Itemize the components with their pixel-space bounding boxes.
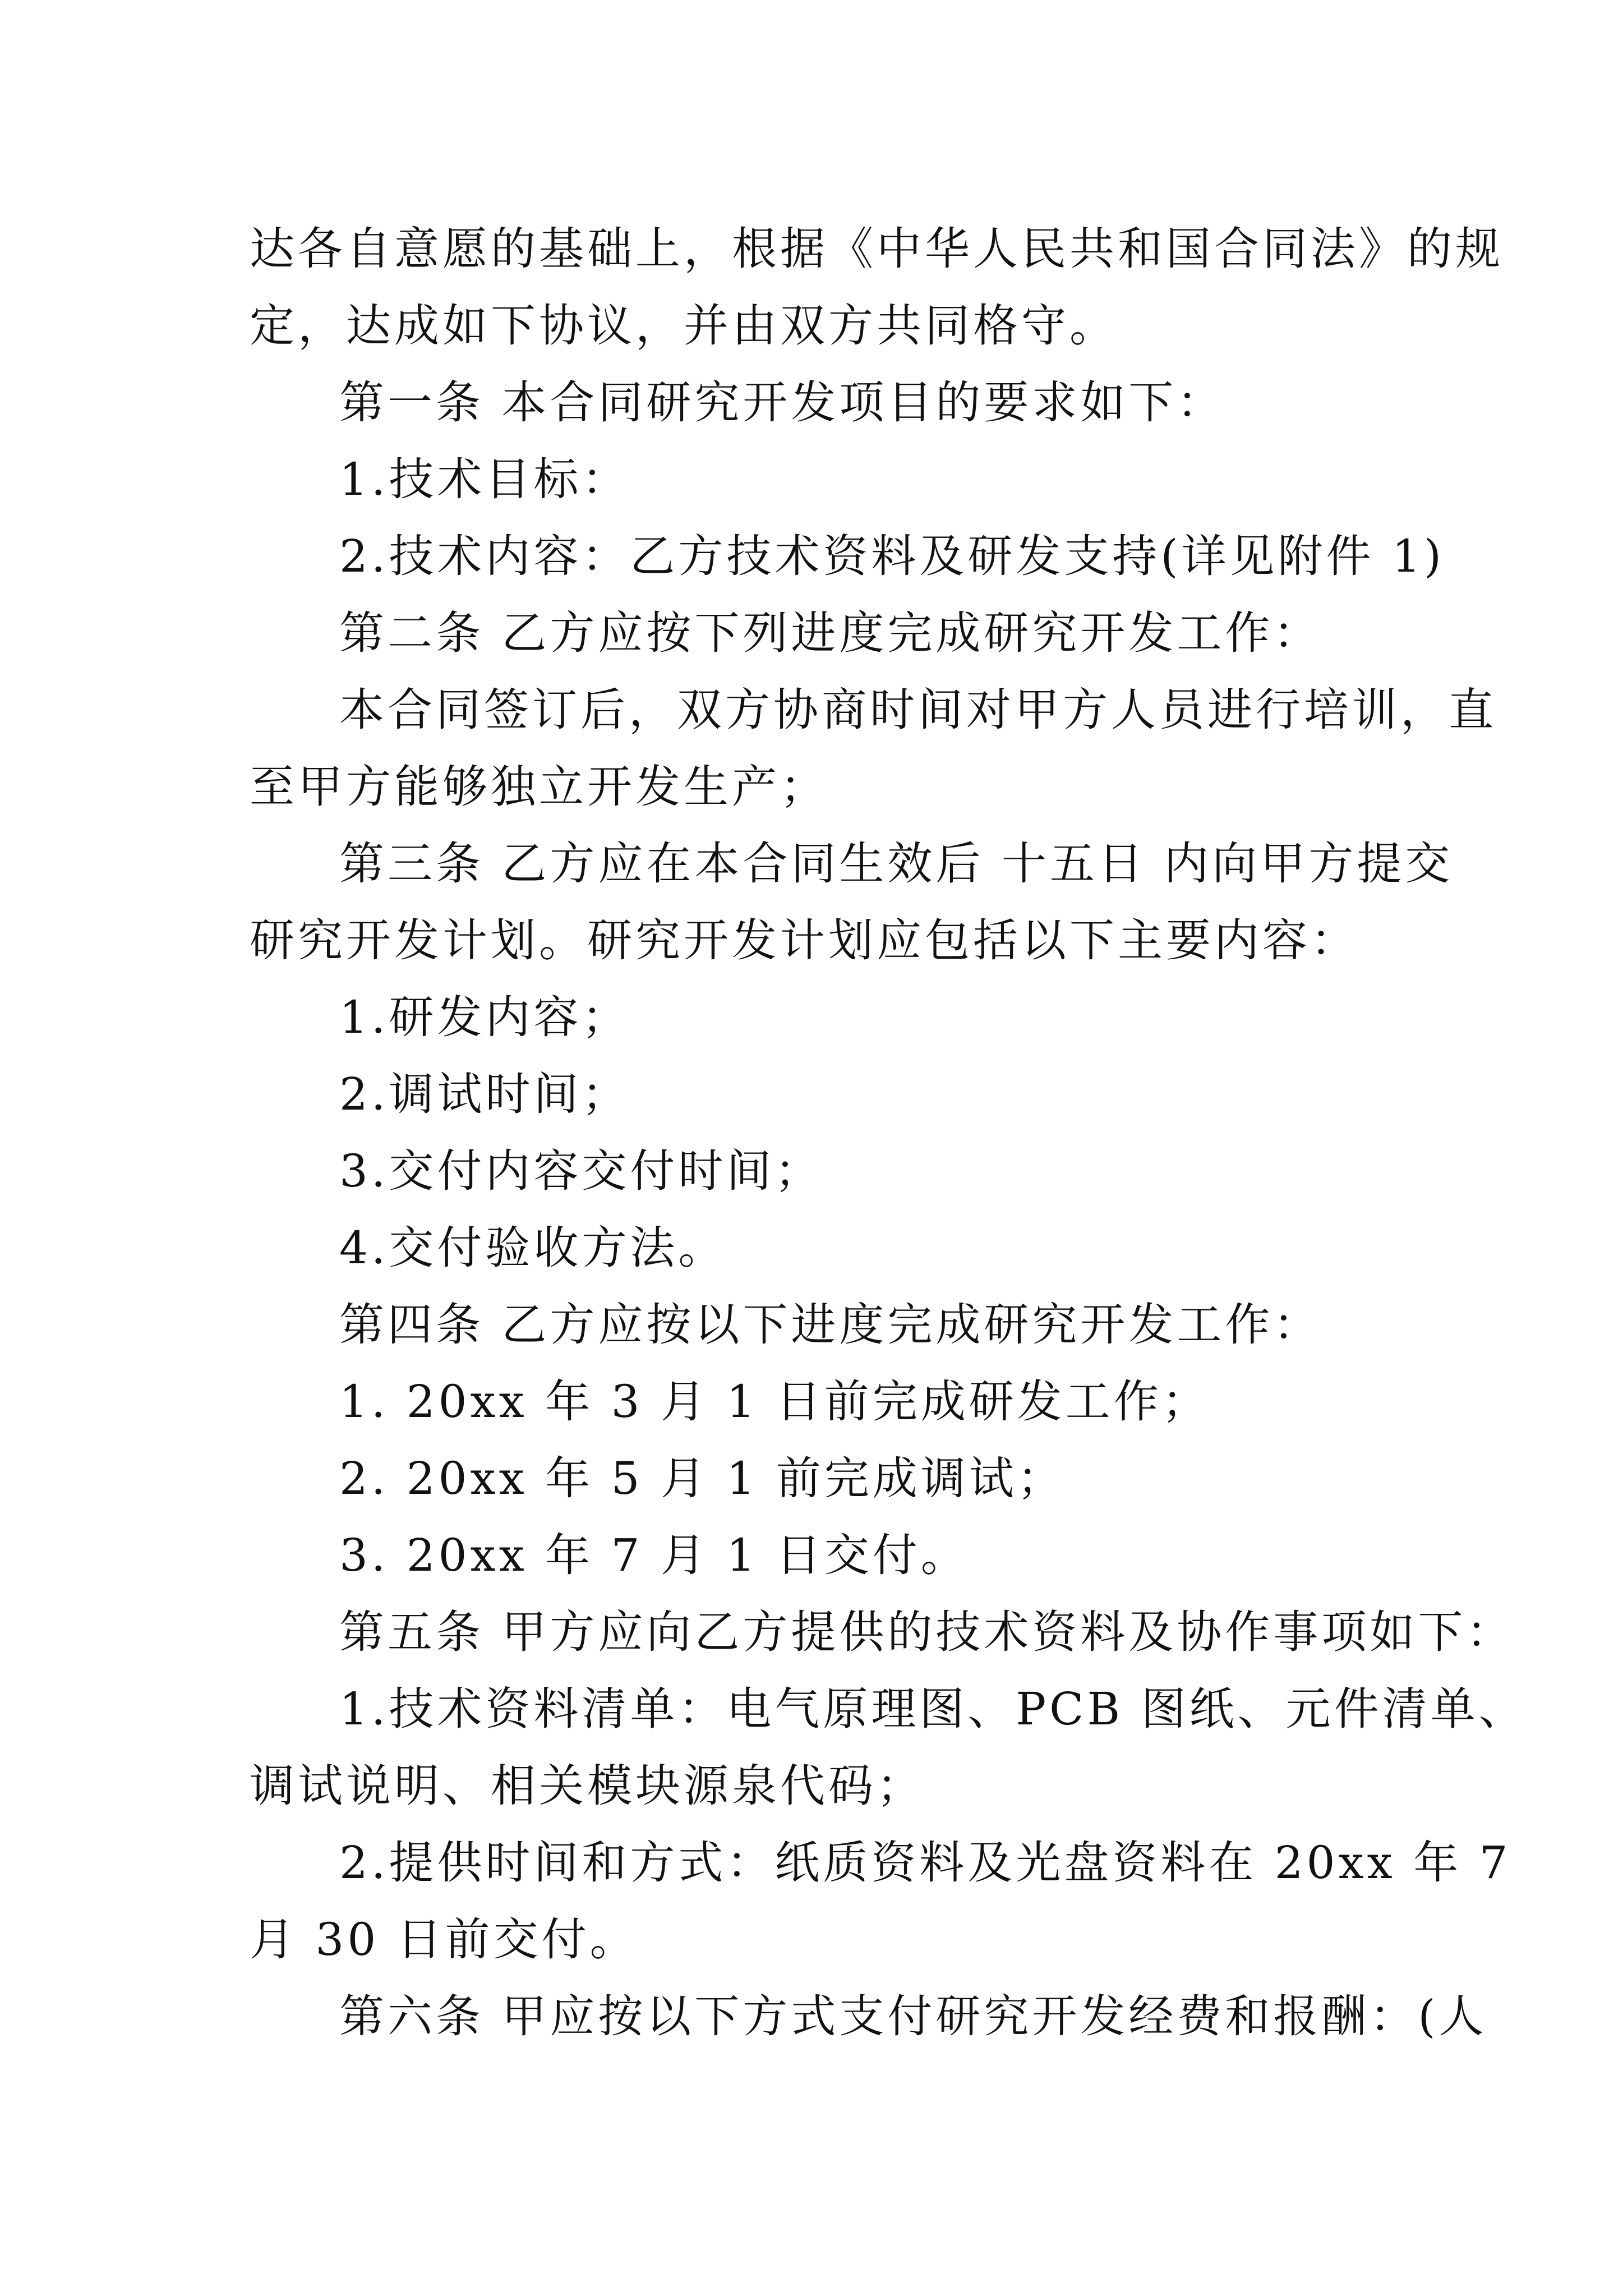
article-6-heading: 第六条 甲应按以下方式支付研究开发经费和报酬：(人 <box>339 1990 1487 2042</box>
article-2-heading: 第二条 乙方应按下列进度完成研究开发工作： <box>339 607 1322 659</box>
text-line: 调试说明、相关模块源泉代码； <box>250 1760 925 1812</box>
text-line: 研究开发计划。研究开发计划应包括以下主要内容： <box>250 914 1359 967</box>
list-item: 1.技术目标： <box>339 453 630 505</box>
document-body <box>250 210 1527 2055</box>
list-item: 2.提供时间和方式：纸质资料及光盘资料在 20xx 年 7 <box>339 1837 1511 1889</box>
list-item: 1.研发内容； <box>339 991 630 1043</box>
list-item: 4.交付验收方法。 <box>339 1222 727 1274</box>
article-3-heading: 第三条 乙方应在本合同生效后 十五日 内向甲方提交 <box>339 838 1454 890</box>
list-item: 2.调试时间； <box>339 1068 630 1120</box>
article-5-heading: 第五条 甲方应向乙方提供的技术资料及协作事项如下： <box>339 1606 1515 1658</box>
text-line: 月 30 日前交付。 <box>250 1913 638 1966</box>
article-1-heading: 第一条 本合同研究开发项目的要求如下： <box>339 376 1225 429</box>
list-item: 3.交付内容交付时间； <box>339 1145 823 1197</box>
text-line: 达各自意愿的基础上，根据《中华人民共和国合同法》的规 <box>250 223 1504 275</box>
list-item: 3. 20xx 年 7 月 1 日交付。 <box>339 1529 969 1581</box>
text-line: 定，达成如下协议，并由双方共同格守。 <box>250 300 1118 352</box>
list-item: 1. 20xx 年 3 月 1 日前完成研发工作； <box>339 1375 1210 1428</box>
list-item: 2.技术内容：乙方技术资料及研发支持(详见附件 1) <box>339 530 1445 582</box>
list-item: 1.技术资料清单：电气原理图、PCB 图纸、元件清单、 <box>339 1683 1527 1735</box>
text-line: 至甲方能够独立开发生产； <box>250 761 828 813</box>
list-item: 2. 20xx 年 5 月 1 前完成调试； <box>339 1452 1066 1504</box>
article-4-heading: 第四条 乙方应按以下进度完成研究开发工作： <box>339 1299 1322 1351</box>
text-line: 本合同签订后，双方协商时间对甲方人员进行培训，直 <box>339 684 1497 736</box>
